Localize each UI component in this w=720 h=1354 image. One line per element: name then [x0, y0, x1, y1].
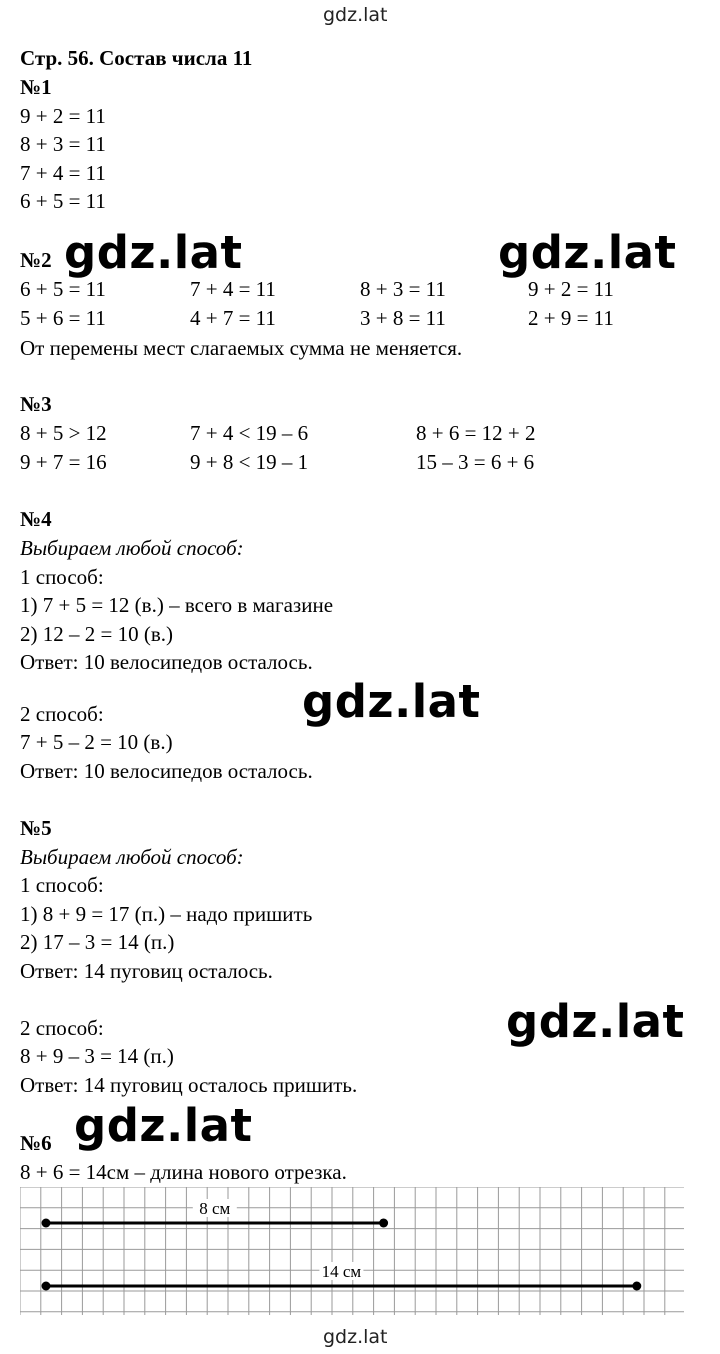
- task3-cell: 8 + 5 > 12: [20, 421, 107, 445]
- segment-label: 14 см: [321, 1262, 362, 1281]
- task1-line: 8 + 3 = 11: [20, 132, 106, 156]
- task4-way2-answer: Ответ: 10 велосипедов осталось.: [20, 759, 313, 783]
- task5-intro: Выбираем любой способ:: [20, 845, 244, 869]
- task2-cell: 4 + 7 = 11: [190, 306, 276, 330]
- task3-cell: 7 + 4 < 19 – 6: [190, 421, 309, 445]
- task1-line: 7 + 4 = 11: [20, 161, 106, 185]
- segment-endpoint: [379, 1219, 388, 1228]
- task5-way1-line: 2) 17 – 3 = 14 (п.): [20, 930, 175, 954]
- task4-way1-answer: Ответ: 10 велосипедов осталось.: [20, 650, 313, 674]
- segment-1: [42, 1199, 389, 1228]
- task2-cell: 5 + 6 = 11: [20, 306, 106, 330]
- task2-note: От перемены мест слагаемых сумма не меняется.: [20, 336, 463, 360]
- task6-label: №6: [20, 1131, 52, 1155]
- task5-way2-answer: Ответ: 14 пуговиц осталось пришить.: [20, 1073, 358, 1097]
- task3-label: №3: [20, 392, 52, 416]
- task5-way1-line: 1) 8 + 9 = 17 (п.) – надо пришить: [20, 902, 313, 926]
- task3-cell: 9 + 7 = 16: [20, 450, 107, 474]
- task3-cell: 8 + 6 = 12 + 2: [416, 421, 536, 445]
- task2-cell: 2 + 9 = 11: [528, 306, 614, 330]
- watermark-logo: gdz.lat: [74, 1099, 253, 1152]
- task5-way2-line: 8 + 9 – 3 = 14 (п.): [20, 1044, 174, 1068]
- segment-endpoint: [632, 1282, 641, 1291]
- task4-way1-line: 1) 7 + 5 = 12 (в.) – всего в магазине: [20, 593, 334, 617]
- segment-endpoint: [42, 1219, 51, 1228]
- task5-way2-label: 2 способ:: [20, 1016, 104, 1040]
- task5-way1-answer: Ответ: 14 пуговиц осталось.: [20, 959, 273, 983]
- segment-label: 8 см: [199, 1199, 231, 1218]
- grid-lines: [20, 1187, 684, 1315]
- task4-intro: Выбираем любой способ:: [20, 536, 244, 560]
- watermark-logo: gdz.lat: [64, 226, 243, 279]
- task2-cell: 6 + 5 = 11: [20, 277, 106, 301]
- task2-cell: 8 + 3 = 11: [360, 277, 446, 301]
- task1-line: 9 + 2 = 11: [20, 104, 106, 128]
- task4-way1-line: 2) 12 – 2 = 10 (в.): [20, 622, 173, 646]
- task1-label: №1: [20, 75, 52, 99]
- task5-label: №5: [20, 816, 52, 840]
- watermark-logo: gdz.lat: [302, 675, 481, 728]
- page-title: Стр. 56. Состав числа 11: [20, 46, 253, 70]
- task3-cell: 15 – 3 = 6 + 6: [416, 450, 535, 474]
- task3-cell: 9 + 8 < 19 – 1: [190, 450, 309, 474]
- task2-label: №2: [20, 248, 52, 272]
- header-watermark: gdz.lat: [323, 4, 388, 26]
- task2-cell: 9 + 2 = 11: [528, 277, 614, 301]
- segment-grid: [20, 1187, 684, 1315]
- footer-watermark: gdz.lat: [323, 1326, 388, 1348]
- task4-label: №4: [20, 507, 52, 531]
- watermark-logo: gdz.lat: [498, 226, 677, 279]
- task2-cell: 7 + 4 = 11: [190, 277, 276, 301]
- task2-cell: 3 + 8 = 11: [360, 306, 446, 330]
- segment-2: [42, 1262, 642, 1291]
- task6-line: 8 + 6 = 14см – длина нового отрезка.: [20, 1160, 347, 1184]
- segment-endpoint: [42, 1282, 51, 1291]
- task1-line: 6 + 5 = 11: [20, 189, 106, 213]
- task4-way1-label: 1 способ:: [20, 565, 104, 589]
- watermark-logo: gdz.lat: [506, 995, 685, 1048]
- task4-way2-line: 7 + 5 – 2 = 10 (в.): [20, 730, 173, 754]
- task4-way2-label: 2 способ:: [20, 702, 104, 726]
- task5-way1-label: 1 способ:: [20, 873, 104, 897]
